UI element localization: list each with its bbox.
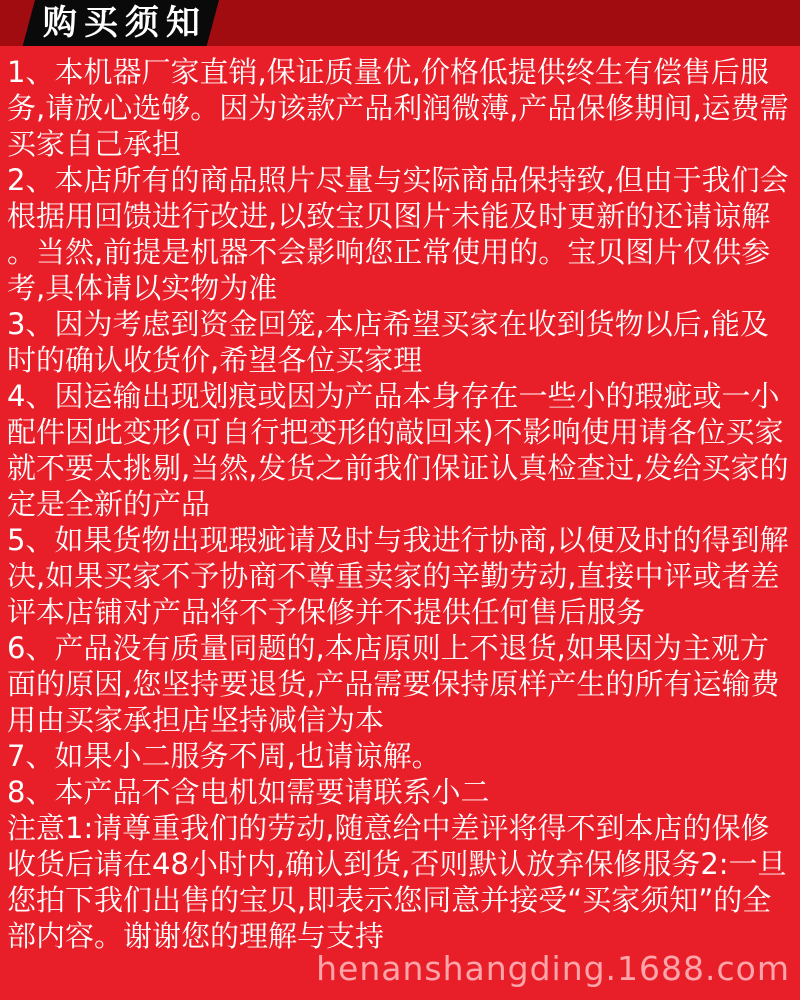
header-strip [0, 0, 800, 46]
notice-paragraph: 8、本产品不含电机如需要请联系小二 [7, 775, 490, 809]
notice-paragraph: 6、产品没有质量同题的,本店原则上不退货,如果因为主观方面的原因,您坚持要退货,产品需要保持原样产生的所有运输费用由买家承担店坚持减信为本 [7, 631, 780, 737]
notice-paragraph: 1、本机器厂家直销,保证质量优,价格低提供终生有偿售后服务,请放心选够。因为该款产品利润微薄,产品保修期间,运费需买家自己承担 [7, 55, 789, 161]
notice-paragraph: 注意1:请尊重我们的劳动,随意给中差评将得不到本店的保修收货后请在48小时内,确认到货,否则默认放弃保修服务2:一旦您拍下我们出售的宝贝,即表示您同意并接受“买家须知”的全部内容。谢谢您的理解与支持 [7, 811, 787, 953]
page-title: 购买须知 [42, 3, 207, 43]
watermark-text: henanshangding.1688.com [316, 949, 790, 988]
notice-paragraph: 7、如果小二服务不周,也请谅解。 [7, 739, 441, 773]
notice-paragraph: 4、因运输出现划痕或因为产品本身存在一些小的瑕疵或一小配件因此变形(可自行把变形的敲回来)不影响使用请各位买家就不要太挑剔,当然,发货之前我们保证认真检查过,发给买家的定是全新的产品 [7, 379, 789, 521]
notice-paragraph: 5、如果货物出现瑕疵请及时与我进行协商,以便及时的得到解决,如果买家不予协商不尊重卖家的辛勤劳动,直接中评或者差评本店铺对产品将不予保修并不提供任何售后服务 [7, 523, 789, 629]
notice-text [0, 46, 800, 954]
notice-paragraph: 3、因为考虑到资金回笼,本店希望买家在收到货物以后,能及时的确认收货价,希望各位买家理 [7, 307, 769, 377]
title-banner [23, 0, 219, 46]
notice-paragraph: 2、本店所有的商品照片尽量与实际商品保持致,但由于我们会根据用回馈进行改进,以致宝贝图片未能及时更新的还请谅解。当然,前提是机器不会影响您正常使用的。宝贝图片仅供参考,具体请以实物为准 [7, 163, 789, 305]
